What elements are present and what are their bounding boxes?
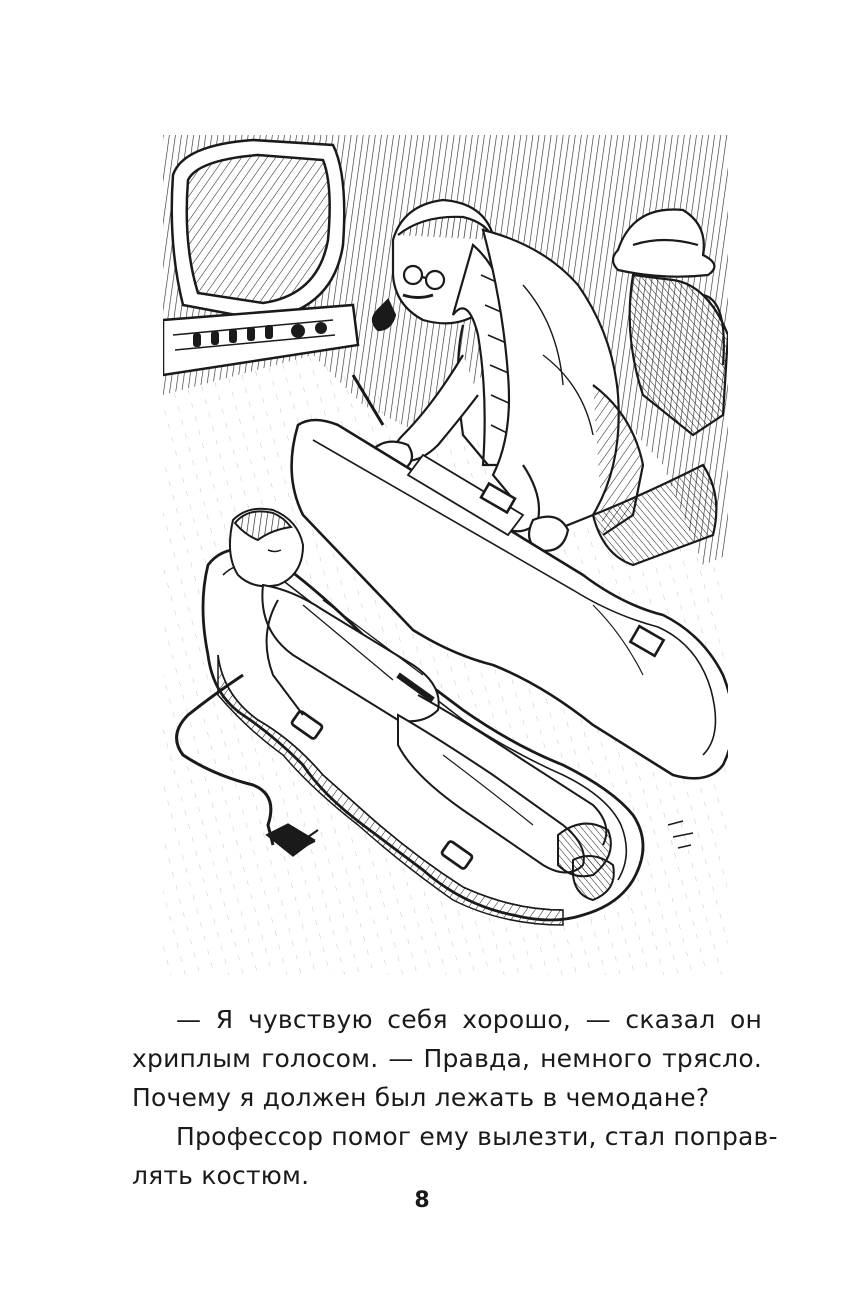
paragraph-1-line-1: — Я чувствую себя хорошо, — сказал он <box>176 1005 762 1034</box>
illustration-drawing <box>163 135 728 975</box>
illustration-professor-and-boy-in-case <box>163 135 728 975</box>
paragraph-1-line-2: хриплым голосом. — Правда, немного трясло. <box>132 1044 762 1073</box>
paragraph-2-line-2: лять костюм. <box>132 1161 310 1190</box>
page-number: 8 <box>414 1188 430 1213</box>
paragraph-2-line-1: Профессор помог ему вылезти, стал поправ- <box>176 1122 778 1151</box>
body-text <box>132 1000 778 1195</box>
paragraph-1-line-3: Почему я должен был лежать в чемодане? <box>132 1083 710 1112</box>
